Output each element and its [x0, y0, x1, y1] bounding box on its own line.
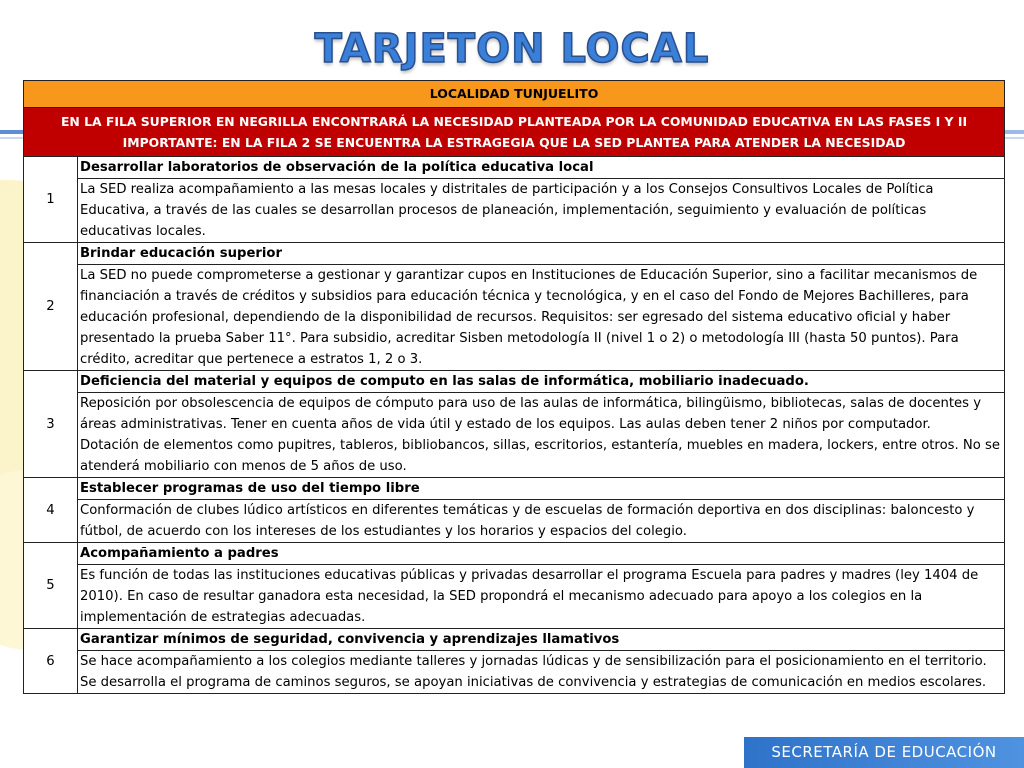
footer-brand-bar: SECRETARÍA DE EDUCACIÓN	[744, 737, 1024, 768]
strategy-text: Conformación de clubes lúdico artísticos en diferentes temáticas y de escuelas de formación deportiva en dos disciplinas: baloncesto y fútbol, de acuerdo con los intereses de los estudiantes y los horarios y espacios del colegio.	[78, 500, 1005, 543]
strategy-row	[24, 565, 1005, 629]
row-number: 6	[24, 629, 78, 694]
row-number: 1	[24, 157, 78, 243]
need-row	[24, 543, 1005, 565]
row-number: 3	[24, 371, 78, 478]
instructions-line-1: EN LA FILA SUPERIOR EN NEGRILLA ENCONTRARÁ LA NECESIDAD PLANTEADA POR LA COMUNIDAD EDUCATIVA EN LAS FASES I Y II	[60, 114, 968, 129]
need-row	[24, 157, 1005, 179]
instructions-header	[24, 108, 1005, 157]
need-row	[24, 243, 1005, 265]
need-row	[24, 629, 1005, 651]
need-text: Desarrollar laboratorios de observación de la política educativa local	[78, 157, 1005, 179]
need-text: Garantizar mínimos de seguridad, convivencia y aprendizajes llamativos	[78, 629, 1005, 651]
strategy-row	[24, 393, 1005, 478]
strategy-row	[24, 500, 1005, 543]
strategy-text: Es función de todas las instituciones educativas públicas y privadas desarrollar el programa Escuela para padres y madres (ley 1404 de 2010). En caso de resultar ganadora esta necesidad, la SED propondrá el mecanismo adecuado para apoyo a los colegios en la implementación de estrategias adecuadas.	[78, 565, 1005, 629]
strategy-row	[24, 651, 1005, 694]
needs-table	[23, 80, 1005, 694]
strategy-text: La SED realiza acompañamiento a las mesas locales y distritales de participación y a los Consejos Consultivos Locales de Política Educativa, a través de las cuales se desarrollan procesos de planeación, implementación, seguimiento y evaluación de políticas educativas locales.	[78, 179, 1005, 243]
locality-header: LOCALIDAD TUNJUELITO	[24, 81, 1005, 108]
page-title: TARJETON LOCAL	[314, 26, 710, 72]
row-number: 5	[24, 543, 78, 629]
needs-table-container	[23, 80, 1004, 694]
need-row	[24, 478, 1005, 500]
instructions-line-2: IMPORTANTE: EN LA FILA 2 SE ENCUENTRA LA ESTRAGEGIA QUE LA SED PLANTEA PARA ATENDER LA NECESIDAD	[122, 135, 906, 150]
need-text: Acompañamiento a padres	[78, 543, 1005, 565]
row-number: 2	[24, 243, 78, 371]
need-row	[24, 371, 1005, 393]
need-text: Brindar educación superior	[78, 243, 1005, 265]
strategy-text: Reposición por obsolescencia de equipos de cómputo para uso de las aulas de informática, bilingüismo, bibliotecas, salas de docentes y áreas administrativas. Tener en cuenta años de vida útil y estado de los equipos. Las aulas deben tener 2 niños por computador. Dotación de elementos como pupitres, tableros, bibliobancos, sillas, escritorios, estantería, muebles en madera, lockers, entre otros. No se atenderá mobiliario con menos de 5 años de uso.	[78, 393, 1005, 478]
instructions-header-row	[24, 108, 1005, 157]
need-text: Establecer programas de uso del tiempo libre	[78, 478, 1005, 500]
strategy-text: La SED no puede comprometerse a gestionar y garantizar cupos en Instituciones de Educación Superior, sino a facilitar mecanismos de financiación a través de créditos y subsidios para educación técnica y tecnológica, y en el caso del Fondo de Mejores Bachilleres, para educación profesional, dependiendo de la disponibilidad de recursos. Requisitos: ser egresado del sistema educativo oficial y haber presentado la prueba Saber 11°. Para subsidio, acreditar Sisben metodología II (nivel 1 o 2) o metodología III (hasta 50 puntos). Para crédito, acreditar que pertenece a estratos 1, 2 o 3.	[78, 265, 1005, 371]
need-text: Deficiencia del material y equipos de computo en las salas de informática, mobiliario inadecuado.	[78, 371, 1005, 393]
strategy-row	[24, 179, 1005, 243]
locality-header-row	[24, 81, 1005, 108]
row-number: 4	[24, 478, 78, 543]
strategy-text: Se hace acompañamiento a los colegios mediante talleres y jornadas lúdicas y de sensibilización para el posicionamiento en el territorio. Se desarrolla el programa de caminos seguros, se apoyan iniciativas de convivencia y estrategias de comunicación en medios escolares.	[78, 651, 1005, 694]
strategy-row	[24, 265, 1005, 371]
